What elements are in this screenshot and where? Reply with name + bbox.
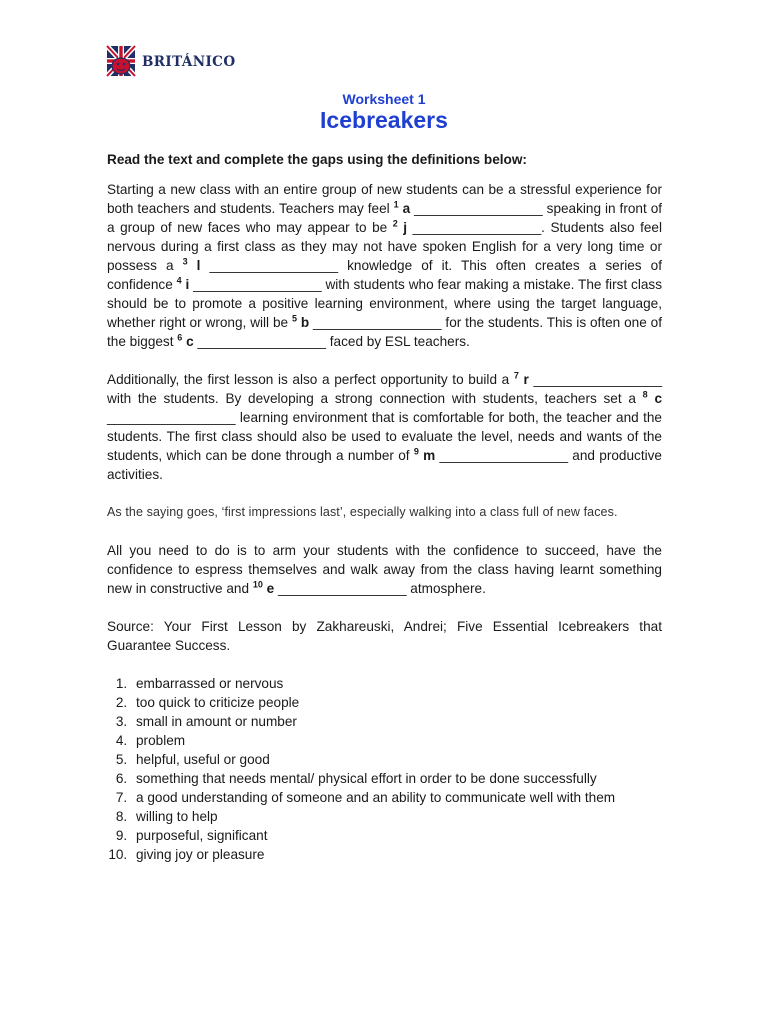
britanico-logo (106, 44, 236, 80)
gap-number: 2 (392, 218, 398, 229)
gap-blank[interactable]: _________________ (533, 372, 663, 387)
gap-letter: e (266, 581, 275, 596)
gap-blank[interactable]: _________________ (439, 448, 569, 463)
gap-number: 6 (177, 332, 183, 343)
text-segment: for the students. This is often one of the biggest (107, 315, 662, 349)
gap-letter: b (300, 315, 310, 330)
text-segment: learning environment that is comfortable for both, the teacher and the students. The first class should also be used to evaluate the level, needs and wants of the students, which can be done through a number of (107, 410, 662, 463)
gap-letter: a (402, 201, 411, 216)
quote-text: As the saying goes, ‘first impressions last’, especially walking into a class full of new faces. (107, 505, 618, 519)
text-segment: knowledge of it. This often creates a series of confidence (107, 258, 663, 292)
gap-number: 9 (413, 446, 419, 457)
paragraph-2 (107, 370, 662, 484)
gap-blank[interactable]: _________________ (193, 277, 322, 292)
gap-number: 10 (252, 579, 263, 590)
definitions-list (107, 674, 662, 864)
text-segment: with students who fear making a mistake. The first class should be to promote a positive learning environment, where using the target language, whether right or wrong, will be (107, 277, 662, 330)
gap-blank[interactable]: _________________ (412, 220, 542, 235)
definition-item: 10. giving joy or pleasure (131, 845, 662, 864)
text-segment: and productive activities. (107, 448, 662, 482)
gap-blank[interactable]: _________________ (197, 334, 326, 349)
gap-blank[interactable]: _________________ (107, 410, 236, 425)
gap-number: 1 (393, 199, 399, 210)
gap-letter: i (185, 277, 190, 292)
text-segment: atmosphere. (406, 581, 486, 596)
definition-item: 5. helpful, useful or good (131, 750, 662, 769)
paragraph-3 (107, 541, 662, 598)
gap-number: 8 (642, 389, 648, 400)
source-citation: Source: Your First Lesson by Zakhareuski, Andrei; Five Essential Icebreakers that Guarantee Success. (107, 619, 662, 653)
page-title: Icebreakers (320, 107, 448, 133)
definition-item: 1. embarrassed or nervous (131, 674, 662, 693)
gap-letter: c (186, 334, 194, 349)
definition-item: 4. problem (131, 731, 662, 750)
definition-item: 8. willing to help (131, 807, 662, 826)
text-segment: . Students also feel nervous during a first class as they may not have spoken English for a very long time or possess a (107, 220, 663, 273)
gap-letter: m (423, 448, 436, 463)
gap-number: 7 (513, 370, 519, 381)
paragraph-1 (107, 180, 662, 351)
gap-letter: j (403, 220, 408, 235)
worksheet-body (107, 150, 662, 864)
gap-blank[interactable]: _________________ (209, 258, 339, 273)
gap-blank[interactable]: _________________ (414, 201, 543, 216)
gap-blank[interactable]: _________________ (313, 315, 442, 330)
text-segment: Starting a new class with an entire group of new students can be a stressful experience for both teachers and students. Teachers may feel (107, 182, 662, 216)
definition-item: 3. small in amount or number (131, 712, 662, 731)
definition-item: 7. a good understanding of someone and an ability to communicate well with them (131, 788, 662, 807)
gap-number: 5 (291, 313, 297, 324)
text-segment: with the students. By developing a strong connection with students, teachers set a (107, 391, 643, 406)
definition-item: 2. too quick to criticize people (131, 693, 662, 712)
text-segment: Additionally, the first lesson is also a perfect opportunity to build a (107, 372, 514, 387)
text-segment: faced by ESL teachers. (325, 334, 470, 349)
text-segment: speaking in front of a group of new faces who may appear to be (107, 201, 663, 235)
union-jack-bulldog-icon (106, 44, 136, 80)
logo-wordmark: BRITÁNICO (142, 54, 236, 70)
gap-number: 4 (176, 275, 182, 286)
instruction-text: Read the text and complete the gaps using the definitions below: (107, 152, 527, 167)
worksheet-label: Worksheet 1 (342, 91, 426, 107)
definition-item: 9. purposeful, significant (131, 826, 662, 845)
text-segment: All you need to do is to arm your students with the confidence to succeed, have the confidence to espress themselves and walk away from the class having learnt something new in constructive and (107, 543, 662, 596)
gap-letter: r (523, 372, 529, 387)
definition-item: 6. something that needs mental/ physical effort in order to be done successfully (131, 769, 662, 788)
gap-blank[interactable]: _________________ (277, 581, 407, 596)
gap-number: 3 (182, 256, 188, 267)
gap-letter: l (196, 258, 201, 273)
gap-letter: c (654, 391, 662, 406)
